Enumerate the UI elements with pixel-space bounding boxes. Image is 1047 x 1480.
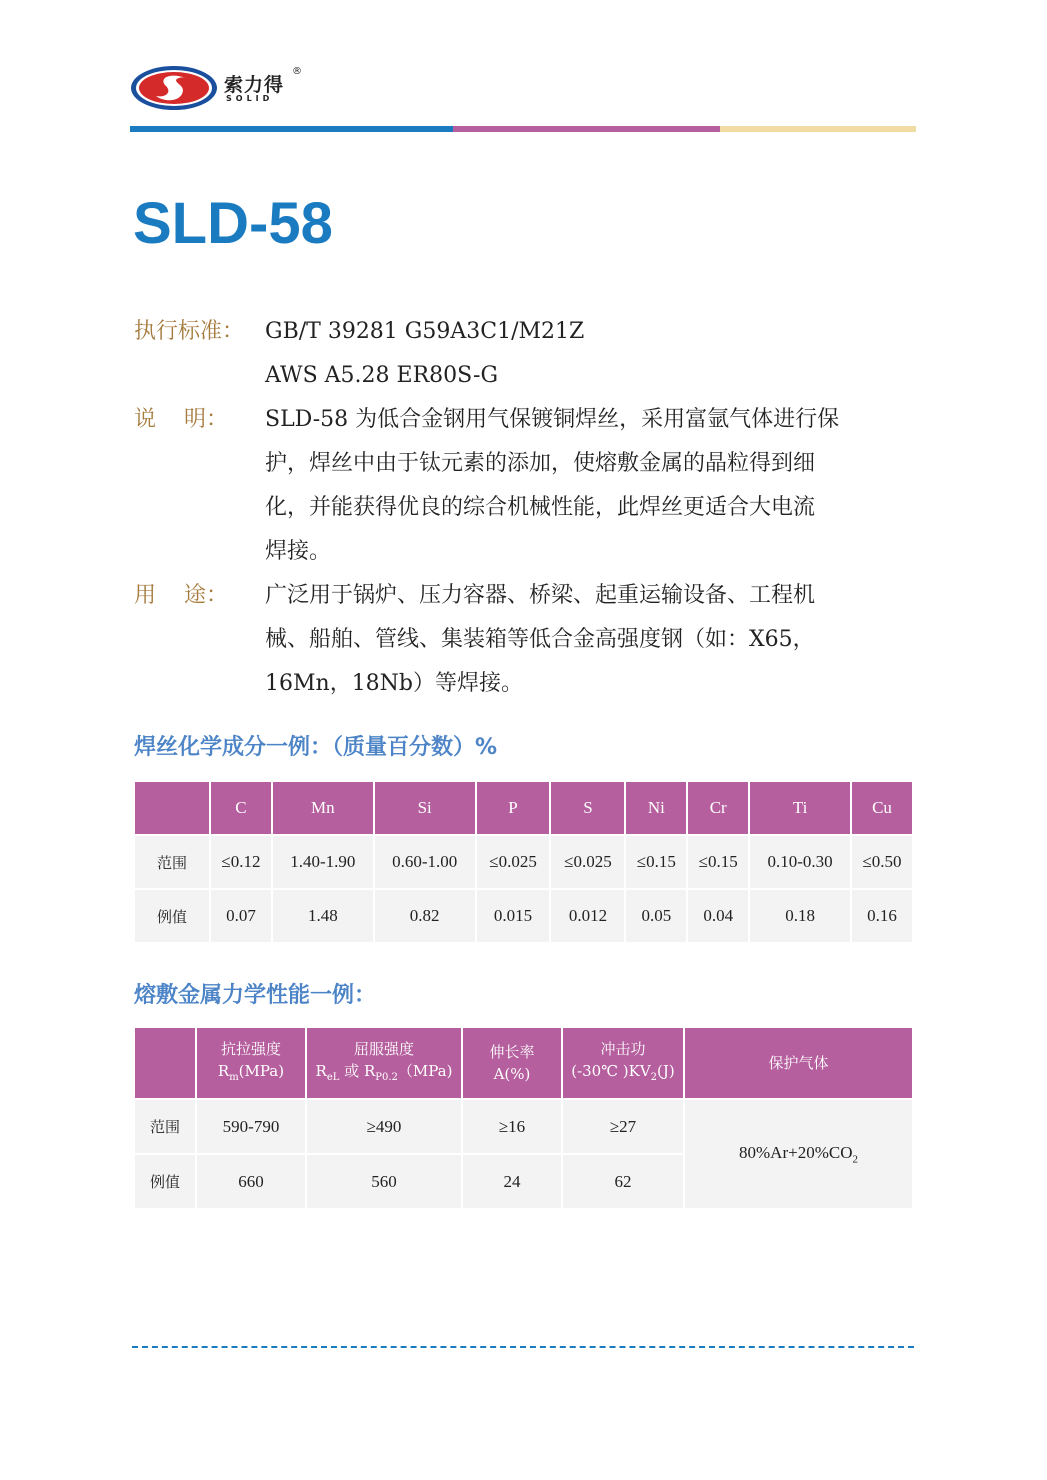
mech-range-row — [135, 1100, 912, 1153]
chem-header-cell: Cu — [852, 782, 912, 834]
chem-example-row — [135, 890, 912, 942]
chem-header-row — [135, 782, 912, 834]
chem-cell: 0.60-1.00 — [375, 836, 475, 888]
chem-table — [133, 780, 914, 944]
header-bar-purple — [453, 126, 720, 132]
description-label: 说 明： — [134, 407, 228, 432]
mech-header-tensile — [197, 1028, 305, 1098]
mech-cell: 24 — [463, 1155, 561, 1208]
chem-cell: ≤0.50 — [852, 836, 912, 888]
brand-emblem-icon — [130, 64, 218, 112]
description-line: SLD-58 为低合金钢用气保镀铜焊丝，采用富氩气体进行保 — [265, 407, 840, 432]
chem-cell: 1.48 — [273, 890, 373, 942]
mech-header-empty — [135, 1028, 195, 1098]
usage-line: 16Mn，18Nb）等焊接。 — [265, 671, 524, 696]
brand-logo — [130, 64, 330, 112]
chem-cell: 0.015 — [477, 890, 550, 942]
mech-cell: ≥490 — [307, 1100, 461, 1153]
standard-line: AWS A5.28 ER80S-G — [265, 363, 499, 388]
mech-cell: 560 — [307, 1155, 461, 1208]
mech-header-impact — [563, 1028, 683, 1098]
chem-cell: 0.18 — [750, 890, 850, 942]
description-line: 化，并能获得优良的综合机械性能，此焊丝更适合大电流 — [265, 495, 816, 520]
header-cn: 冲击功 — [600, 1039, 646, 1058]
header-unit: (-30℃ )$KV_2(J)$ — [571, 1061, 675, 1083]
mech-header-row — [135, 1028, 912, 1098]
standard-value — [265, 310, 915, 398]
chem-header-cell: Ni — [626, 782, 686, 834]
mech-header-gas: 保护气体 — [685, 1028, 912, 1098]
header-cn: 屈服强度 — [353, 1039, 414, 1058]
mech-cell: 62 — [563, 1155, 683, 1208]
row-label: 范围 — [135, 836, 209, 888]
mech-header-yield — [307, 1028, 461, 1098]
chem-header-cell: Cr — [688, 782, 748, 834]
chem-cell: ≤0.025 — [551, 836, 624, 888]
mech-cell: ≥16 — [463, 1100, 561, 1153]
header-bar-cream — [720, 126, 916, 132]
chem-cell: ≤0.025 — [477, 836, 550, 888]
chem-cell: ≤0.15 — [626, 836, 686, 888]
chem-header-cell: Mn — [273, 782, 373, 834]
gas-value-cell: $80\%Ar+20\%CO_2$ — [685, 1100, 912, 1208]
mech-header-elong — [463, 1028, 561, 1098]
chem-cell: 0.012 — [551, 890, 624, 942]
header-unit: A(%) — [493, 1065, 531, 1083]
standard-row — [134, 310, 924, 398]
description-value — [265, 398, 915, 574]
description-row — [134, 398, 924, 574]
row-label: 范围 — [135, 1100, 195, 1153]
brand-name-en: SOLID — [226, 94, 274, 103]
header-bar-blue — [130, 126, 453, 132]
mech-table — [133, 1026, 914, 1210]
usage-label: 用 途： — [134, 583, 228, 608]
chem-header-cell: Ti — [750, 782, 850, 834]
standard-line: GB/T 39281 G59A3C1/M21Z — [265, 319, 585, 344]
chem-cell: ≤0.12 — [211, 836, 271, 888]
usage-line: 广泛用于锅炉、压力容器、桥梁、起重运输设备、工程机 — [265, 583, 816, 608]
brand-name-cn: 索力得 — [224, 74, 285, 96]
header-unit: $R_m(MPa)$ — [217, 1061, 285, 1083]
chem-header-cell — [135, 782, 209, 834]
usage-line: 械、船舶、管线、集装箱等低合金高强度钢（如：X65， — [265, 627, 815, 652]
product-info — [134, 310, 924, 706]
standard-label: 执行标准： — [134, 319, 245, 344]
row-label: 例值 — [135, 1155, 195, 1208]
chem-cell: 0.05 — [626, 890, 686, 942]
registered-mark: ® — [292, 66, 302, 77]
chem-header-cell: S — [551, 782, 624, 834]
row-label: 例值 — [135, 890, 209, 942]
usage-value — [265, 574, 915, 706]
chem-section-title: 焊丝化学成分一例：（质量百分数）% — [134, 735, 498, 760]
chem-cell: 0.07 — [211, 890, 271, 942]
header-unit: $R_{eL}$ 或 $R_{P0.2}(MPa)$ — [315, 1061, 453, 1083]
product-title: SLD-58 — [133, 191, 333, 256]
chem-cell: 0.16 — [852, 890, 912, 942]
mech-cell: 660 — [197, 1155, 305, 1208]
description-line: 护，焊丝中由于钛元素的添加，使熔敷金属的晶粒得到细 — [265, 451, 816, 476]
header-color-bar — [130, 126, 916, 132]
mech-cell: ≥27 — [563, 1100, 683, 1153]
chem-header-cell: C — [211, 782, 271, 834]
header-cn: 抗拉强度 — [220, 1039, 281, 1058]
mech-cell: 590-790 — [197, 1100, 305, 1153]
usage-row — [134, 574, 924, 706]
chem-cell: 0.82 — [375, 890, 475, 942]
chem-header-cell: Si — [375, 782, 475, 834]
mech-section-title: 熔敷金属力学性能一例： — [134, 983, 377, 1008]
chem-header-cell: P — [477, 782, 550, 834]
description-line: 焊接。 — [265, 539, 332, 564]
chem-range-row — [135, 836, 912, 888]
footer-dashed-divider — [132, 1346, 914, 1348]
chem-cell: 0.10-0.30 — [750, 836, 850, 888]
header-cn: 伸长率 — [489, 1043, 535, 1061]
chem-cell: 0.04 — [688, 890, 748, 942]
chem-cell: ≤0.15 — [688, 836, 748, 888]
chem-cell: 1.40-1.90 — [273, 836, 373, 888]
